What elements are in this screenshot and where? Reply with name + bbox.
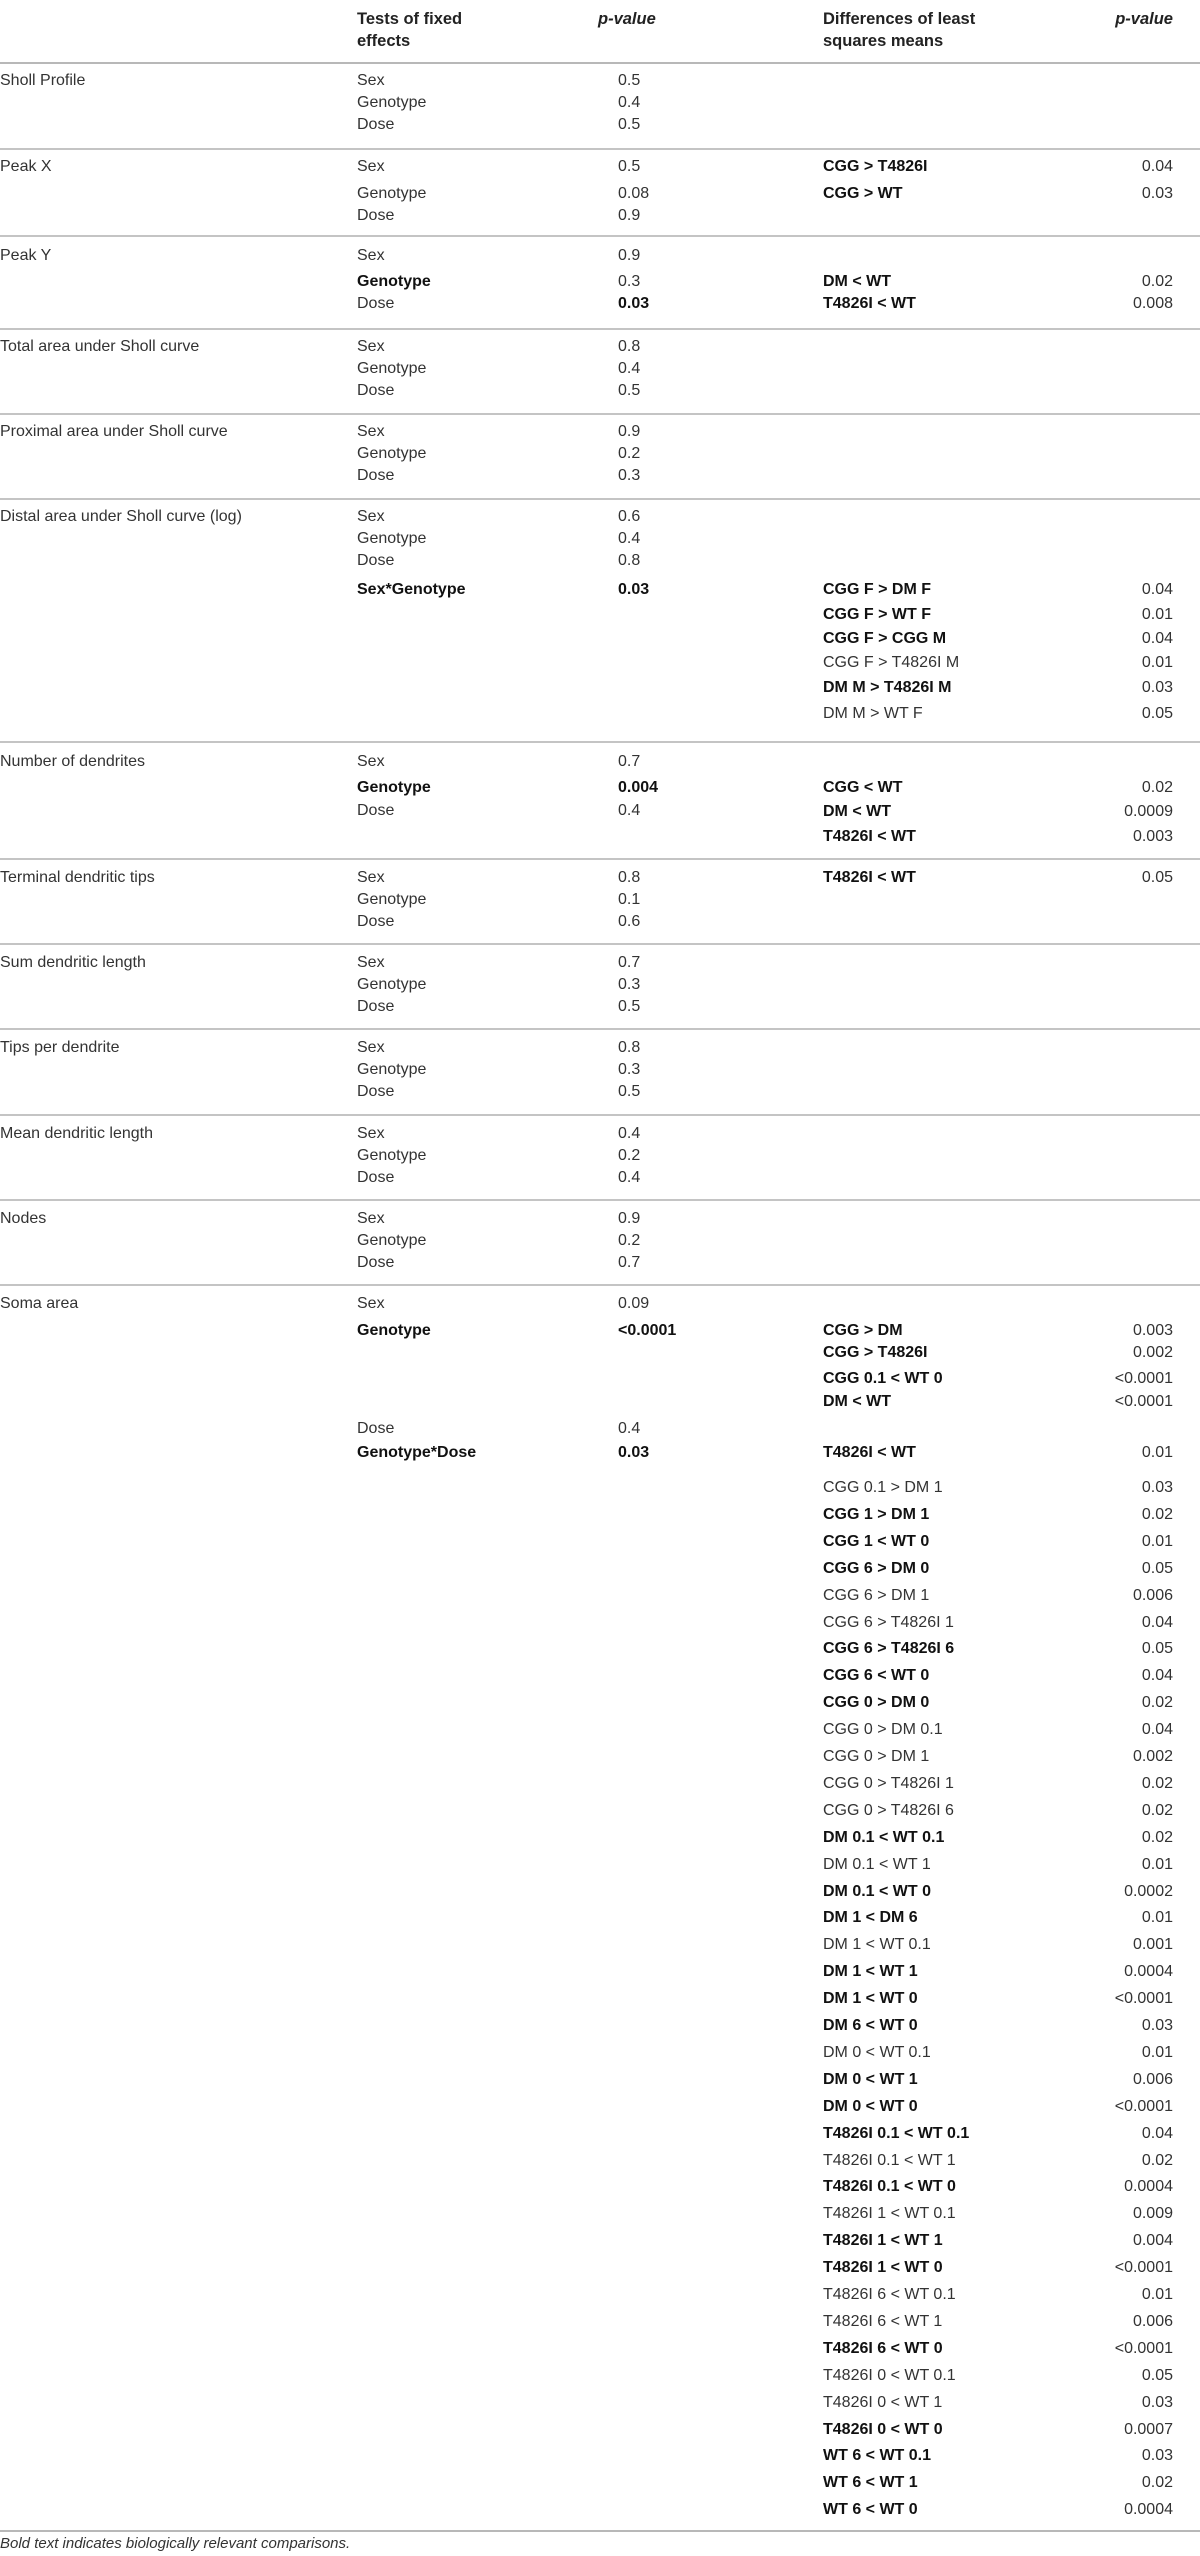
lsm-comparison: DM 1 < WT 0 — [823, 1990, 918, 2008]
lsm-comparison: DM 0 < WT 0.1 — [823, 2043, 931, 2061]
lsm-p-value: 0.0004 — [1124, 1963, 1173, 1981]
fixed-effect-p-value: 0.2 — [618, 1147, 641, 1164]
lsm-comparison: T4826I 0 < WT 0 — [823, 2420, 943, 2438]
lsm-comparison: DM 0.1 < WT 0 — [823, 1882, 932, 1900]
fixed-effect-p-value: 0.3 — [618, 273, 641, 290]
fixed-effect-p-value: 0.7 — [618, 1254, 641, 1271]
lsm-p-value: 0.0004 — [1124, 2178, 1173, 2196]
fixed-effect-name: Sex — [357, 508, 385, 525]
group-divider — [0, 858, 1200, 860]
fixed-effect-p-value: 0.5 — [618, 382, 641, 399]
fixed-effect-name: Genotype — [357, 273, 431, 290]
lsm-p-value: 0.01 — [1141, 2043, 1173, 2061]
fixed-effect-p-value: 0.3 — [618, 1061, 641, 1078]
lsm-comparison: CGG 1 < WT 0 — [823, 1532, 930, 1550]
group-divider — [0, 1114, 1200, 1116]
fixed-effect-p-value: 0.7 — [618, 954, 641, 971]
fixed-effect-p-value: 0.03 — [618, 581, 650, 598]
lsm-comparison: T4826I < WT — [823, 295, 916, 312]
lsm-comparison: T4826I 0.1 < WT 0 — [823, 2178, 956, 2196]
group-divider — [0, 943, 1200, 945]
lsm-comparison: CGG F > DM F — [823, 581, 931, 598]
lsm-p-value: 0.001 — [1132, 1936, 1173, 1954]
lsm-p-value: 0.04 — [1141, 2124, 1173, 2142]
measure-label: Sum dendritic length — [0, 954, 146, 971]
fixed-effect-p-value: 0.004 — [618, 779, 659, 796]
fixed-effect-name: Dose — [357, 467, 395, 484]
fixed-effect-name: Dose — [357, 913, 395, 930]
lsm-p-value: 0.03 — [1141, 2393, 1173, 2411]
fixed-effect-p-value: 0.1 — [618, 891, 641, 908]
lsm-comparison: T4826I < WT — [823, 869, 916, 886]
fixed-effect-p-value: 0.03 — [618, 1444, 650, 1461]
fixed-effect-name: Dose — [357, 382, 395, 399]
fixed-effect-p-value: 0.9 — [618, 247, 641, 264]
measure-label: Distal area under Sholl curve (log) — [0, 508, 242, 525]
lsm-comparison: CGG 0 > DM 1 — [823, 1748, 930, 1765]
lsm-p-value: 0.01 — [1141, 1855, 1173, 1873]
fixed-effect-name: Dose — [357, 295, 395, 312]
fixed-effect-name: Genotype — [357, 1232, 427, 1249]
lsm-comparison: CGG 1 > DM 1 — [823, 1505, 930, 1523]
fixed-effect-p-value: 0.8 — [618, 552, 641, 569]
lsm-comparison: CGG F > T4826I M — [823, 654, 960, 671]
header-fixed-effects: Tests of fixed effects — [357, 10, 463, 50]
lsm-comparison: T4826I 1 < WT 1 — [823, 2232, 943, 2250]
fixed-effect-p-value: 0.5 — [618, 998, 641, 1015]
lsm-p-value: <0.0001 — [1114, 1370, 1173, 1387]
lsm-comparison: DM M > WT F — [823, 705, 923, 722]
fixed-effect-name: Sex — [357, 1210, 385, 1227]
lsm-p-value: 0.01 — [1141, 2286, 1173, 2303]
lsm-p-value: 0.04 — [1141, 630, 1173, 647]
lsm-p-value: <0.0001 — [1114, 2259, 1173, 2277]
lsm-comparison: CGG 0 > T4826I 1 — [823, 1774, 954, 1792]
fixed-effect-name: Genotype — [357, 891, 427, 908]
table-bottom-rule — [0, 2530, 1200, 2532]
fixed-effect-p-value: 0.9 — [618, 423, 641, 440]
lsm-p-value: 0.05 — [1141, 869, 1173, 886]
lsm-p-value: 0.0007 — [1124, 2420, 1173, 2438]
fixed-effect-p-value: 0.08 — [618, 185, 650, 202]
lsm-comparison: T4826I 6 < WT 0.1 — [823, 2286, 956, 2303]
lsm-p-value: 0.02 — [1141, 1828, 1173, 1846]
lsm-comparison: CGG 0 > DM 0.1 — [823, 1721, 943, 1739]
lsm-p-value: 0.0004 — [1124, 2501, 1173, 2519]
lsm-p-value: 0.0009 — [1124, 803, 1173, 820]
fixed-effect-name: Dose — [357, 116, 395, 133]
lsm-p-value: 0.01 — [1141, 1532, 1173, 1550]
fixed-effect-p-value: 0.8 — [618, 869, 641, 886]
lsm-p-value: 0.006 — [1132, 2070, 1173, 2088]
fixed-effect-p-value: 0.03 — [618, 295, 650, 312]
lsm-p-value: 0.03 — [1141, 2017, 1173, 2034]
header-p-value-2: p-value — [1115, 10, 1173, 28]
lsm-comparison: DM M > T4826I M — [823, 679, 952, 696]
fixed-effect-p-value: 0.2 — [618, 1232, 641, 1249]
fixed-effect-name: Dose — [357, 1169, 395, 1186]
lsm-comparison: DM < WT — [823, 803, 891, 820]
lsm-comparison: CGG 0.1 < WT 0 — [823, 1370, 943, 1387]
lsm-p-value: 0.02 — [1141, 273, 1173, 290]
lsm-comparison: CGG 0 > T4826I 6 — [823, 1801, 954, 1819]
fixed-effect-p-value: 0.6 — [618, 508, 641, 525]
header-p-value: p-value — [598, 10, 656, 28]
lsm-p-value: <0.0001 — [1114, 2339, 1173, 2357]
lsm-p-value: 0.04 — [1141, 1613, 1173, 1631]
lsm-comparison: T4826I 6 < WT 0 — [823, 2339, 943, 2357]
lsm-p-value: 0.02 — [1141, 779, 1173, 796]
fixed-effect-name: Dose — [357, 207, 395, 224]
lsm-comparison: CGG > WT — [823, 185, 903, 202]
lsm-comparison: CGG 6 > T4826I 1 — [823, 1613, 954, 1631]
lsm-comparison: DM 0 < WT 0 — [823, 2097, 918, 2115]
measure-label: Peak X — [0, 158, 52, 175]
fixed-effect-p-value: 0.8 — [618, 338, 641, 355]
group-divider — [0, 413, 1200, 415]
lsm-p-value: 0.03 — [1141, 1479, 1173, 1496]
fixed-effect-name: Sex — [357, 247, 385, 264]
measure-label: Tips per dendrite — [0, 1039, 120, 1056]
lsm-comparison: T4826I 1 < WT 0.1 — [823, 2205, 956, 2223]
lsm-p-value: 0.04 — [1141, 581, 1173, 598]
lsm-p-value: 0.04 — [1141, 158, 1173, 175]
lsm-comparison: CGG 6 > T4826I 6 — [823, 1640, 955, 1658]
fixed-effect-p-value: 0.9 — [618, 1210, 641, 1227]
lsm-comparison: DM 0.1 < WT 1 — [823, 1855, 931, 1873]
lsm-p-value: 0.0002 — [1124, 1882, 1173, 1900]
lsm-comparison: CGG F > WT F — [823, 606, 931, 623]
fixed-effect-name: Genotype — [357, 1322, 431, 1339]
measure-label: Proximal area under Sholl curve — [0, 423, 228, 440]
lsm-p-value: 0.006 — [1132, 1586, 1173, 1604]
fixed-effect-p-value: 0.4 — [618, 802, 641, 819]
group-divider — [0, 1284, 1200, 1286]
header-divider — [0, 62, 1200, 64]
measure-label: Peak Y — [0, 247, 52, 264]
measure-label: Soma area — [0, 1295, 79, 1312]
measure-label: Terminal dendritic tips — [0, 869, 155, 886]
lsm-p-value: 0.05 — [1141, 705, 1173, 722]
fixed-effect-name: Genotype — [357, 976, 427, 993]
fixed-effect-p-value: 0.3 — [618, 467, 641, 484]
fixed-effect-name: Sex — [357, 753, 385, 770]
lsm-comparison: WT 6 < WT 0.1 — [823, 2447, 932, 2465]
fixed-effect-name: Genotype — [357, 94, 427, 111]
fixed-effect-name: Sex — [357, 1039, 385, 1056]
measure-label: Nodes — [0, 1210, 47, 1227]
group-divider — [0, 235, 1200, 237]
fixed-effect-name: Sex — [357, 954, 385, 971]
header-lsm: Differences of least squares means — [823, 10, 976, 50]
fixed-effect-p-value: 0.5 — [618, 116, 641, 133]
measure-label: Mean dendritic length — [0, 1125, 153, 1142]
lsm-p-value: 0.02 — [1141, 1801, 1173, 1819]
fixed-effect-p-value: 0.4 — [618, 1420, 641, 1437]
lsm-comparison: DM 6 < WT 0 — [823, 2017, 918, 2034]
fixed-effect-name: Genotype — [357, 530, 427, 547]
lsm-p-value: 0.02 — [1141, 1505, 1173, 1523]
lsm-comparison: DM < WT — [823, 273, 891, 290]
fixed-effect-name: Genotype — [357, 1061, 427, 1078]
fixed-effect-name: Genotype — [357, 445, 427, 462]
fixed-effect-p-value: <0.0001 — [618, 1322, 677, 1339]
fixed-effect-name: Sex — [357, 423, 385, 440]
lsm-comparison: T4826I < WT — [823, 1444, 916, 1461]
lsm-comparison: CGG 6 < WT 0 — [823, 1667, 930, 1685]
fixed-effect-p-value: 0.2 — [618, 445, 641, 462]
lsm-p-value: 0.05 — [1141, 1559, 1173, 1577]
fixed-effect-name: Genotype*Dose — [357, 1444, 477, 1461]
fixed-effect-name: Sex — [357, 1125, 385, 1142]
fixed-effect-p-value: 0.5 — [618, 158, 641, 175]
group-divider — [0, 498, 1200, 500]
lsm-comparison: T4826I 0.1 < WT 1 — [823, 2151, 956, 2169]
fixed-effect-name: Dose — [357, 552, 395, 569]
lsm-comparison: DM 1 < WT 0.1 — [823, 1936, 931, 1954]
lsm-comparison: T4826I 0.1 < WT 0.1 — [823, 2124, 970, 2142]
lsm-comparison: WT 6 < WT 0 — [823, 2501, 918, 2519]
fixed-effect-p-value: 0.4 — [618, 360, 641, 377]
fixed-effect-name: Dose — [357, 1254, 395, 1271]
lsm-p-value: 0.01 — [1141, 1909, 1173, 1927]
lsm-p-value: 0.02 — [1141, 1694, 1173, 1712]
lsm-p-value: 0.03 — [1141, 2447, 1173, 2465]
fixed-effect-name: Genotype — [357, 185, 427, 202]
measure-label: Sholl Profile — [0, 72, 86, 89]
fixed-effect-name: Sex — [357, 1295, 385, 1312]
lsm-p-value: <0.0001 — [1114, 2097, 1173, 2115]
fixed-effect-name: Genotype — [357, 1147, 427, 1164]
group-divider — [0, 328, 1200, 330]
lsm-p-value: <0.0001 — [1114, 1990, 1173, 2008]
fixed-effect-p-value: 0.4 — [618, 1169, 641, 1186]
lsm-comparison: T4826I < WT — [823, 828, 916, 845]
fixed-effect-name: Dose — [357, 1083, 395, 1100]
fixed-effect-p-value: 0.8 — [618, 1039, 641, 1056]
lsm-p-value: 0.05 — [1141, 1640, 1173, 1658]
lsm-comparison: T4826I 1 < WT 0 — [823, 2259, 943, 2277]
fixed-effect-p-value: 0.9 — [618, 207, 641, 224]
lsm-p-value: 0.01 — [1141, 606, 1173, 623]
lsm-comparison: DM < WT — [823, 1393, 891, 1410]
lsm-comparison: CGG > T4826I — [823, 158, 928, 175]
lsm-p-value: 0.01 — [1141, 654, 1173, 671]
fixed-effect-p-value: 0.4 — [618, 1125, 641, 1142]
lsm-p-value: 0.03 — [1141, 679, 1173, 696]
fixed-effect-name: Genotype — [357, 779, 431, 796]
measure-label: Total area under Sholl curve — [0, 338, 200, 355]
lsm-comparison: CGG < WT — [823, 779, 903, 796]
group-divider — [0, 741, 1200, 743]
group-divider — [0, 1199, 1200, 1201]
fixed-effect-name: Sex — [357, 158, 385, 175]
lsm-p-value: 0.004 — [1132, 2232, 1173, 2250]
lsm-comparison: CGG F > CGG M — [823, 630, 947, 647]
lsm-p-value: 0.008 — [1132, 295, 1173, 312]
lsm-comparison: T4826I 0 < WT 0.1 — [823, 2366, 956, 2384]
lsm-p-value: 0.04 — [1141, 1721, 1173, 1739]
fixed-effect-p-value: 0.7 — [618, 753, 641, 770]
fixed-effect-p-value: 0.3 — [618, 976, 641, 993]
lsm-comparison: DM 1 < WT 1 — [823, 1963, 918, 1981]
lsm-p-value: 0.02 — [1141, 2151, 1173, 2169]
fixed-effect-name: Dose — [357, 998, 395, 1015]
lsm-p-value: 0.02 — [1141, 1774, 1173, 1792]
fixed-effect-p-value: 0.4 — [618, 530, 641, 547]
fixed-effect-p-value: 0.5 — [618, 1083, 641, 1100]
fixed-effect-p-value: 0.6 — [618, 913, 641, 930]
lsm-comparison: CGG 0.1 > DM 1 — [823, 1479, 943, 1496]
fixed-effect-p-value: 0.4 — [618, 94, 641, 111]
fixed-effect-name: Sex — [357, 869, 385, 886]
lsm-p-value: 0.01 — [1141, 1444, 1173, 1461]
lsm-p-value: 0.04 — [1141, 1667, 1173, 1685]
lsm-comparison: CGG 6 > DM 1 — [823, 1586, 930, 1604]
fixed-effect-p-value: 0.5 — [618, 72, 641, 89]
lsm-comparison: DM 0.1 < WT 0.1 — [823, 1828, 945, 1846]
lsm-comparison: T4826I 0 < WT 1 — [823, 2393, 943, 2411]
lsm-comparison: CGG 0 > DM 0 — [823, 1694, 930, 1712]
lsm-comparison: CGG > DM — [823, 1322, 903, 1339]
lsm-p-value: 0.05 — [1141, 2366, 1173, 2384]
fixed-effect-name: Dose — [357, 1420, 395, 1437]
lsm-comparison: CGG > T4826I — [823, 1344, 928, 1361]
lsm-p-value: <0.0001 — [1114, 1393, 1173, 1410]
fixed-effect-name: Sex*Genotype — [357, 581, 466, 598]
fixed-effect-p-value: 0.09 — [618, 1295, 650, 1312]
fixed-effect-name: Sex — [357, 72, 385, 89]
group-divider — [0, 1028, 1200, 1030]
lsm-p-value: 0.006 — [1132, 2312, 1173, 2330]
fixed-effect-name: Dose — [357, 802, 395, 819]
lsm-p-value: 0.002 — [1132, 1344, 1173, 1361]
lsm-p-value: 0.003 — [1132, 828, 1173, 845]
footnote: Bold text indicates biologically relevant comparisons. — [0, 2535, 351, 2552]
measure-label: Number of dendrites — [0, 753, 145, 770]
group-divider — [0, 148, 1200, 150]
lsm-p-value: 0.03 — [1141, 185, 1173, 202]
lsm-comparison: WT 6 < WT 1 — [823, 2474, 918, 2492]
lsm-comparison: DM 0 < WT 1 — [823, 2070, 918, 2088]
lsm-p-value: 0.002 — [1132, 1748, 1173, 1765]
fixed-effect-name: Genotype — [357, 360, 427, 377]
lsm-comparison: CGG 6 > DM 0 — [823, 1559, 930, 1577]
lsm-p-value: 0.003 — [1132, 1322, 1173, 1339]
lsm-p-value: 0.02 — [1141, 2474, 1173, 2492]
lsm-comparison: T4826I 6 < WT 1 — [823, 2312, 943, 2330]
lsm-comparison: DM 1 < DM 6 — [823, 1909, 918, 1927]
fixed-effect-name: Sex — [357, 338, 385, 355]
lsm-p-value: 0.009 — [1132, 2205, 1173, 2223]
